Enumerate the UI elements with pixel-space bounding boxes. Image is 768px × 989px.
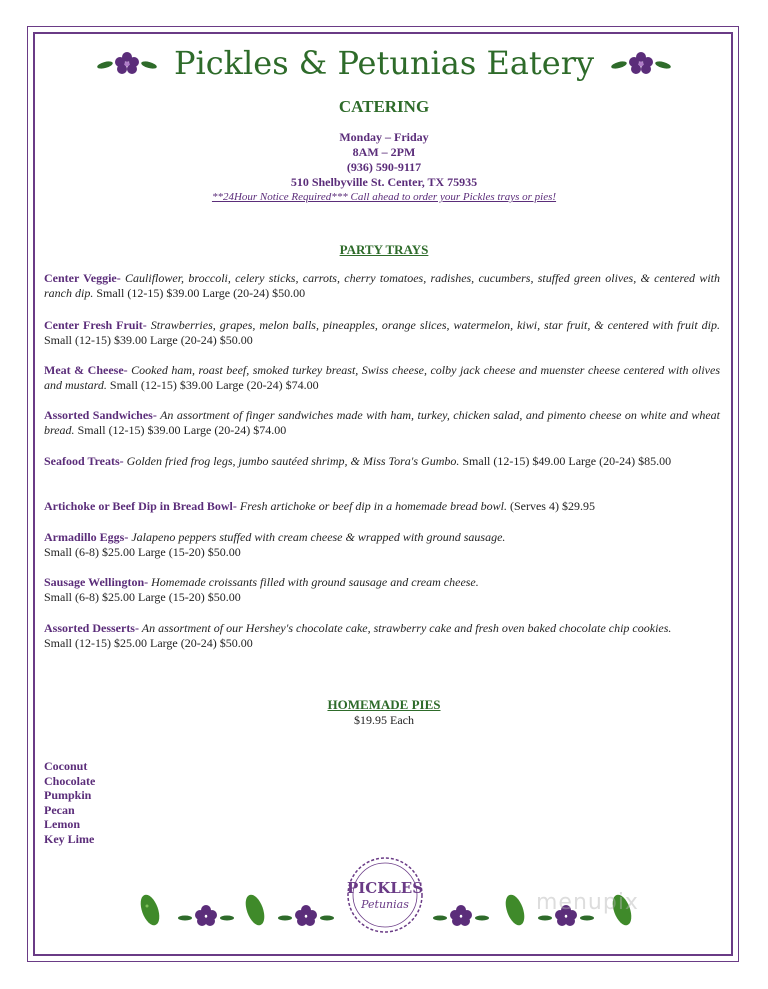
tray-name: Sausage Wellington- xyxy=(44,575,149,589)
catering-heading: CATERING xyxy=(338,97,430,116)
tray-item xyxy=(44,271,720,301)
tray-name: Meat & Cheese- xyxy=(44,363,128,377)
hours-block xyxy=(0,130,768,190)
tray-price: Small (12-15) $39.00 Large (20-24) $50.00 xyxy=(44,333,253,347)
tray-desc: Golden fried frog legs, jumbo sautéed shrimp, & Miss Tora's Gumbo. xyxy=(123,454,460,468)
flower-ornament-left-icon xyxy=(96,51,158,75)
tray-desc: Cooked ham, roast beef, smoked turkey breast, Swiss cheese, colby jack cheese and muenster cheese centered with olives and mustard. xyxy=(44,363,720,392)
tray-name: Assorted Desserts- xyxy=(44,621,139,635)
tray-item xyxy=(44,575,720,605)
tray-item xyxy=(44,621,720,651)
pickle-icon xyxy=(137,892,163,928)
pickle-icon xyxy=(502,892,528,928)
leaf-flower-icon xyxy=(278,905,334,926)
hours-time: 8AM – 2PM xyxy=(352,145,416,159)
pie-flavor: Key Lime xyxy=(44,831,95,846)
tray-name: Center Veggie- xyxy=(44,271,121,285)
address: 510 Shelbyville St. Center, TX 75935 xyxy=(290,175,478,189)
tray-desc: Cauliflower, broccoli, celery sticks, carrots, cherry tomatoes, radishes, cucumbers, stuffed green olives, & centered with ranch dip. xyxy=(44,271,720,300)
pie-flavor: Lemon xyxy=(44,817,80,831)
pie-flavor: Chocolate xyxy=(44,773,96,788)
logo-bottom-text: Petunias xyxy=(361,898,409,911)
tray-price: Small (12-15) $49.00 Large (20-24) $85.00 xyxy=(459,454,672,468)
title-row xyxy=(0,44,768,82)
hours-days: Monday – Friday xyxy=(339,130,429,144)
homemade-pies-heading: HOMEMADE PIES xyxy=(327,697,441,712)
leaf-flower-icon xyxy=(433,905,489,926)
pie-flavors-list xyxy=(44,759,95,846)
tray-desc: Jalapeno peppers stuffed with cream cheese & wrapped with ground sausage. xyxy=(128,530,506,544)
tray-name: Artichoke or Beef Dip in Bread Bowl- xyxy=(44,499,237,513)
tray-desc: Strawberries, grapes, melon balls, pineapples, orange slices, watermelon, kiwi, star fruit, & centered with fruit dip. xyxy=(146,318,721,332)
notice-text: **24Hour Notice Required*** Call ahead to order your Pickles trays or pies! xyxy=(211,191,557,203)
tray-desc: An assortment of our Hershey's chocolate cake, strawberry cake and fresh oven baked chocolate chip cookies. xyxy=(138,621,672,635)
tray-price: Small (6-8) $25.00 Large (15-20) $50.00 xyxy=(44,590,241,604)
tray-price: (Serves 4) $29.95 xyxy=(506,499,595,513)
phone-number: (936) 590-9117 xyxy=(346,160,422,174)
tray-desc: Fresh artichoke or beef dip in a homemade bread bowl. xyxy=(236,499,507,513)
flower-ornament-right-icon xyxy=(610,51,672,75)
tray-price: Small (12-15) $39.00 Large (20-24) $50.00 xyxy=(93,286,306,300)
logo-top-text: PICKLES xyxy=(346,879,424,897)
leaf-flower-icon xyxy=(178,905,234,926)
tray-item xyxy=(44,454,720,469)
tray-name: Armadillo Eggs- xyxy=(44,530,129,544)
tray-price: Small (12-15) $39.00 Large (20-24) $74.00 xyxy=(74,423,287,437)
party-trays-heading: PARTY TRAYS xyxy=(339,242,429,257)
watermark: menupix xyxy=(536,890,639,915)
tray-item xyxy=(44,363,720,393)
tray-desc: An assortment of finger sandwiches made with ham, turkey, chicken salad, and pimento cheese on white and wheat bread. xyxy=(44,408,721,437)
tray-name: Assorted Sandwiches- xyxy=(44,408,157,422)
pie-flavor: Coconut xyxy=(44,759,88,773)
pickle-icon xyxy=(242,892,268,928)
tray-item xyxy=(44,318,720,348)
tray-price: Small (12-15) $25.00 Large (20-24) $50.00 xyxy=(44,636,253,650)
tray-desc: Homemade croissants filled with ground sausage and cream cheese. xyxy=(148,575,479,589)
tray-item xyxy=(44,499,720,514)
tray-item xyxy=(44,408,720,438)
tray-price: Small (6-8) $25.00 Large (15-20) $50.00 xyxy=(44,545,241,559)
pickles-petunias-logo xyxy=(346,856,424,934)
tray-name: Seafood Treats- xyxy=(44,454,124,468)
tray-name: Center Fresh Fruit- xyxy=(44,318,147,332)
tray-price: Small (12-15) $39.00 Large (20-24) $74.00 xyxy=(106,378,319,392)
restaurant-title: Pickles & Petunias Eatery xyxy=(173,44,595,82)
pie-flavor: Pumpkin xyxy=(44,788,92,802)
pie-flavor: Pecan xyxy=(44,802,75,817)
tray-item xyxy=(44,530,720,560)
pie-price: $19.95 Each xyxy=(354,713,414,727)
